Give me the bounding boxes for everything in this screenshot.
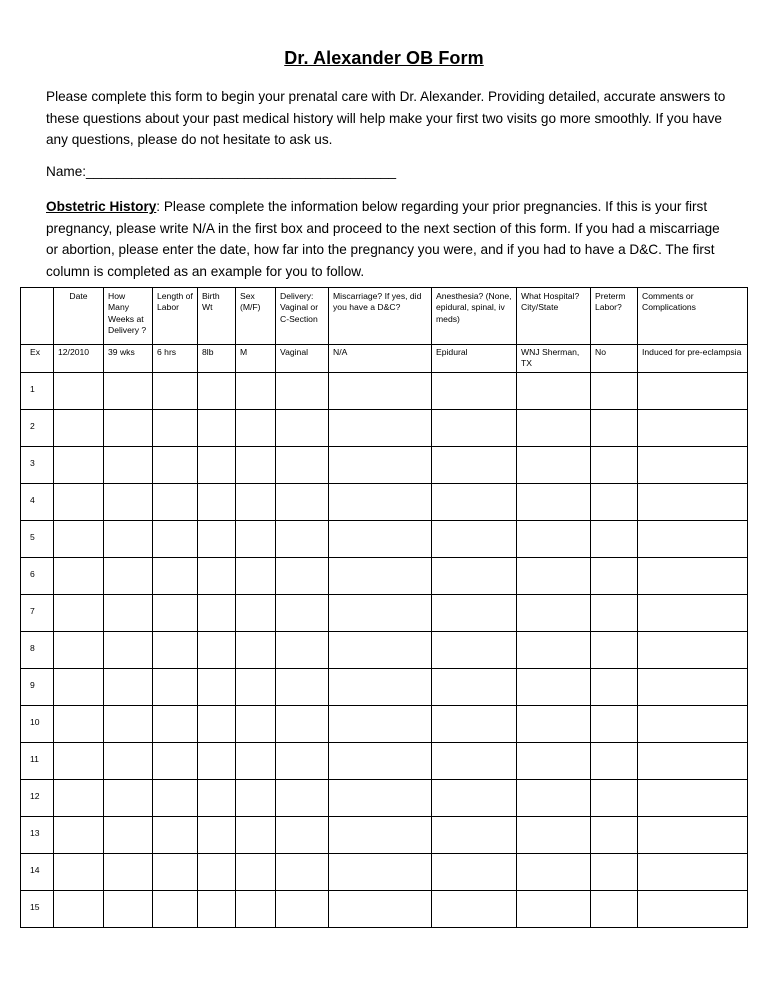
table-input-cell[interactable] bbox=[276, 706, 329, 743]
table-input-cell[interactable] bbox=[236, 632, 276, 669]
row-number: 15 bbox=[21, 891, 54, 928]
table-input-cell[interactable] bbox=[104, 817, 153, 854]
table-input-cell[interactable] bbox=[104, 743, 153, 780]
table-input-cell[interactable] bbox=[591, 410, 638, 447]
table-input-cell[interactable] bbox=[638, 373, 748, 410]
table-input-cell[interactable] bbox=[432, 558, 517, 595]
table-input-cell[interactable] bbox=[104, 521, 153, 558]
table-input-cell[interactable] bbox=[198, 558, 236, 595]
table-input-cell[interactable] bbox=[236, 521, 276, 558]
table-input-cell[interactable] bbox=[104, 447, 153, 484]
table-input-cell[interactable] bbox=[638, 706, 748, 743]
table-input-cell[interactable] bbox=[432, 817, 517, 854]
table-input-cell[interactable] bbox=[638, 817, 748, 854]
name-blank-line[interactable]: _________________________________________ bbox=[86, 164, 397, 179]
table-row bbox=[21, 817, 748, 854]
table-input-cell[interactable] bbox=[236, 780, 276, 817]
table-input-cell[interactable] bbox=[198, 484, 236, 521]
table-input-cell[interactable] bbox=[276, 854, 329, 891]
table-input-cell[interactable] bbox=[236, 743, 276, 780]
table-input-cell[interactable] bbox=[236, 891, 276, 928]
example-cell-date: 12/2010 bbox=[54, 345, 104, 373]
table-input-cell[interactable] bbox=[54, 558, 104, 595]
example-row bbox=[21, 345, 748, 373]
table-input-cell[interactable] bbox=[104, 484, 153, 521]
table-input-cell[interactable] bbox=[432, 854, 517, 891]
table-input-cell[interactable] bbox=[329, 817, 432, 854]
table-input-cell[interactable] bbox=[153, 669, 198, 706]
table-input-cell[interactable] bbox=[329, 669, 432, 706]
table-input-cell[interactable] bbox=[276, 743, 329, 780]
table-input-cell[interactable] bbox=[591, 447, 638, 484]
table-input-cell[interactable] bbox=[591, 484, 638, 521]
table-input-cell[interactable] bbox=[329, 447, 432, 484]
table-input-cell[interactable] bbox=[591, 854, 638, 891]
table-row bbox=[21, 447, 748, 484]
table-input-cell[interactable] bbox=[104, 891, 153, 928]
table-input-cell[interactable] bbox=[198, 373, 236, 410]
header-cell-preterm: Preterm Labor? bbox=[591, 288, 638, 345]
table-input-cell[interactable] bbox=[638, 595, 748, 632]
obstetric-history-heading: Obstetric History bbox=[46, 199, 157, 214]
table-input-cell[interactable] bbox=[153, 743, 198, 780]
table-input-cell[interactable] bbox=[104, 595, 153, 632]
row-number: 12 bbox=[21, 780, 54, 817]
table-row bbox=[21, 632, 748, 669]
table-row bbox=[21, 743, 748, 780]
table-input-cell[interactable] bbox=[54, 632, 104, 669]
table-input-cell[interactable] bbox=[276, 484, 329, 521]
name-label: Name: bbox=[46, 164, 87, 179]
table-input-cell[interactable] bbox=[198, 743, 236, 780]
table-input-cell[interactable] bbox=[329, 558, 432, 595]
table-input-cell[interactable] bbox=[638, 632, 748, 669]
table-input-cell[interactable] bbox=[198, 410, 236, 447]
row-number: 11 bbox=[21, 743, 54, 780]
table-input-cell[interactable] bbox=[591, 706, 638, 743]
table-input-cell[interactable] bbox=[591, 632, 638, 669]
table-input-cell[interactable] bbox=[329, 706, 432, 743]
row-number: 13 bbox=[21, 817, 54, 854]
table-input-cell[interactable] bbox=[236, 558, 276, 595]
table-input-cell[interactable] bbox=[517, 706, 591, 743]
example-cell-anesthesia: Epidural bbox=[432, 345, 517, 373]
table-input-cell[interactable] bbox=[432, 447, 517, 484]
header-cell-weeks: How Many Weeks at Delivery ? bbox=[104, 288, 153, 345]
table-row bbox=[21, 595, 748, 632]
table-input-cell[interactable] bbox=[198, 521, 236, 558]
table-input-cell[interactable] bbox=[236, 706, 276, 743]
name-field[interactable] bbox=[46, 162, 646, 182]
table-row bbox=[21, 891, 748, 928]
table-input-cell[interactable] bbox=[329, 521, 432, 558]
table-input-cell[interactable] bbox=[517, 891, 591, 928]
table-input-cell[interactable] bbox=[638, 410, 748, 447]
table-input-cell[interactable] bbox=[517, 595, 591, 632]
table-input-cell[interactable] bbox=[517, 410, 591, 447]
table-input-cell[interactable] bbox=[517, 743, 591, 780]
table-input-cell[interactable] bbox=[432, 780, 517, 817]
table-input-cell[interactable] bbox=[517, 854, 591, 891]
header-cell-sex: Sex (M/F) bbox=[236, 288, 276, 345]
table-input-cell[interactable] bbox=[153, 484, 198, 521]
table-input-cell[interactable] bbox=[236, 817, 276, 854]
table-input-cell[interactable] bbox=[104, 410, 153, 447]
table-row bbox=[21, 521, 748, 558]
row-number: 5 bbox=[21, 521, 54, 558]
header-cell-anesthesia: Anesthesia? (None, epidural, spinal, iv meds) bbox=[432, 288, 517, 345]
table-input-cell[interactable] bbox=[198, 854, 236, 891]
table-input-cell[interactable] bbox=[329, 780, 432, 817]
table-input-cell[interactable] bbox=[54, 410, 104, 447]
table-input-cell[interactable] bbox=[276, 410, 329, 447]
table-input-cell[interactable] bbox=[104, 706, 153, 743]
example-cell-labor-length: 6 hrs bbox=[153, 345, 198, 373]
row-number: 3 bbox=[21, 447, 54, 484]
obstetric-history-instructions bbox=[46, 196, 730, 283]
table-input-cell[interactable] bbox=[236, 447, 276, 484]
table-input-cell[interactable] bbox=[54, 447, 104, 484]
table-input-cell[interactable] bbox=[198, 632, 236, 669]
table-row bbox=[21, 558, 748, 595]
row-number: 14 bbox=[21, 854, 54, 891]
table-input-cell[interactable] bbox=[54, 743, 104, 780]
table-input-cell[interactable] bbox=[104, 558, 153, 595]
table-input-cell[interactable] bbox=[198, 780, 236, 817]
table-input-cell[interactable] bbox=[329, 373, 432, 410]
table-input-cell[interactable] bbox=[104, 854, 153, 891]
table-input-cell[interactable] bbox=[153, 447, 198, 484]
header-cell-labor-length: Length of Labor bbox=[153, 288, 198, 345]
header-cell-hospital: What Hospital? City/State bbox=[517, 288, 591, 345]
table-input-cell[interactable] bbox=[276, 817, 329, 854]
header-cell-delivery: Delivery: Vaginal or C-Section bbox=[276, 288, 329, 345]
table-input-cell[interactable] bbox=[517, 817, 591, 854]
table-input-cell[interactable] bbox=[329, 854, 432, 891]
row-number: 7 bbox=[21, 595, 54, 632]
table-input-cell[interactable] bbox=[198, 817, 236, 854]
table-input-cell[interactable] bbox=[517, 558, 591, 595]
table-input-cell[interactable] bbox=[153, 780, 198, 817]
table-input-cell[interactable] bbox=[432, 891, 517, 928]
example-cell-hospital: WNJ Sherman, TX bbox=[517, 345, 591, 373]
table-input-cell[interactable] bbox=[638, 669, 748, 706]
table-input-cell[interactable] bbox=[432, 743, 517, 780]
table-input-cell[interactable] bbox=[54, 669, 104, 706]
table-input-cell[interactable] bbox=[591, 558, 638, 595]
example-cell-birth-weight: 8lb bbox=[198, 345, 236, 373]
table-input-cell[interactable] bbox=[517, 373, 591, 410]
table-input-cell[interactable] bbox=[236, 669, 276, 706]
example-cell-weeks: 39 wks bbox=[104, 345, 153, 373]
table-input-cell[interactable] bbox=[638, 854, 748, 891]
table-input-cell[interactable] bbox=[236, 410, 276, 447]
table-input-cell[interactable] bbox=[329, 891, 432, 928]
header-cell-miscarriage: Miscarriage? If yes, did you have a D&C? bbox=[329, 288, 432, 345]
table-input-cell[interactable] bbox=[54, 854, 104, 891]
table-input-cell[interactable] bbox=[276, 780, 329, 817]
table-row bbox=[21, 854, 748, 891]
table-input-cell[interactable] bbox=[591, 891, 638, 928]
table-input-cell[interactable] bbox=[54, 891, 104, 928]
row-number: 6 bbox=[21, 558, 54, 595]
row-number: 1 bbox=[21, 373, 54, 410]
table-input-cell[interactable] bbox=[198, 447, 236, 484]
table-input-cell[interactable] bbox=[153, 891, 198, 928]
example-cell-miscarriage: N/A bbox=[329, 345, 432, 373]
example-cell-comments: Induced for pre-eclampsia bbox=[638, 345, 748, 373]
table-input-cell[interactable] bbox=[638, 521, 748, 558]
table-input-cell[interactable] bbox=[329, 484, 432, 521]
heading-colon: : bbox=[156, 199, 161, 214]
table-input-cell[interactable] bbox=[276, 669, 329, 706]
table-input-cell[interactable] bbox=[104, 669, 153, 706]
table-input-cell[interactable] bbox=[276, 632, 329, 669]
table-input-cell[interactable] bbox=[153, 854, 198, 891]
row-number: 9 bbox=[21, 669, 54, 706]
table-input-cell[interactable] bbox=[432, 632, 517, 669]
obstetric-history-text: Please complete the information below regarding your prior pregnancies. If this is your first pregnancy, please write N/A in the first box and proceed to the next section of this form. If you had a miscarriage or abortion, please enter the date, how far into the pregnancy you were, and if you had to have a D&C. The first column is completed as an example for you to follow. bbox=[46, 199, 720, 280]
table-input-cell[interactable] bbox=[517, 447, 591, 484]
intro-paragraph: Please complete this form to begin your prenatal care with Dr. Alexander. Providing detailed, accurate answers to these questions about your past medical history will help make your first two visits go more smoothly. If you have any questions, please do not hesitate to ask us. bbox=[46, 89, 726, 147]
table-input-cell[interactable] bbox=[591, 669, 638, 706]
table-input-cell[interactable] bbox=[591, 743, 638, 780]
table-input-cell[interactable] bbox=[276, 891, 329, 928]
table-input-cell[interactable] bbox=[432, 484, 517, 521]
table-input-cell[interactable] bbox=[329, 410, 432, 447]
table-input-cell[interactable] bbox=[104, 780, 153, 817]
table-input-cell[interactable] bbox=[153, 632, 198, 669]
table-input-cell[interactable] bbox=[54, 817, 104, 854]
header-cell-date: Date bbox=[54, 288, 104, 345]
table-row bbox=[21, 780, 748, 817]
table-input-cell[interactable] bbox=[54, 780, 104, 817]
table-input-cell[interactable] bbox=[276, 521, 329, 558]
table-input-cell[interactable] bbox=[517, 521, 591, 558]
table-input-cell[interactable] bbox=[153, 521, 198, 558]
table-input-cell[interactable] bbox=[198, 595, 236, 632]
table-input-cell[interactable] bbox=[638, 447, 748, 484]
table-input-cell[interactable] bbox=[432, 410, 517, 447]
table-input-cell[interactable] bbox=[54, 595, 104, 632]
table-input-cell[interactable] bbox=[329, 632, 432, 669]
row-number: 2 bbox=[21, 410, 54, 447]
table-input-cell[interactable] bbox=[153, 817, 198, 854]
header-cell-birth-weight: Birth Wt bbox=[198, 288, 236, 345]
table-input-cell[interactable] bbox=[591, 373, 638, 410]
table-input-cell[interactable] bbox=[638, 484, 748, 521]
table-input-cell[interactable] bbox=[198, 706, 236, 743]
table-row bbox=[21, 484, 748, 521]
example-cell-delivery: Vaginal bbox=[276, 345, 329, 373]
table-input-cell[interactable] bbox=[432, 521, 517, 558]
table-input-cell[interactable] bbox=[236, 484, 276, 521]
table-input-cell[interactable] bbox=[638, 780, 748, 817]
table-row bbox=[21, 669, 748, 706]
table-header-row bbox=[21, 288, 748, 345]
table-input-cell[interactable] bbox=[153, 410, 198, 447]
example-cell-sex: M bbox=[236, 345, 276, 373]
table-input-cell[interactable] bbox=[517, 780, 591, 817]
table-input-cell[interactable] bbox=[104, 632, 153, 669]
table-input-cell[interactable] bbox=[198, 891, 236, 928]
table-input-cell[interactable] bbox=[198, 669, 236, 706]
table-input-cell[interactable] bbox=[329, 743, 432, 780]
row-number: 8 bbox=[21, 632, 54, 669]
table-input-cell[interactable] bbox=[236, 854, 276, 891]
table-input-cell[interactable] bbox=[276, 373, 329, 410]
table-input-cell[interactable] bbox=[276, 558, 329, 595]
example-cell-label: Ex bbox=[21, 345, 54, 373]
table-input-cell[interactable] bbox=[153, 595, 198, 632]
table-input-cell[interactable] bbox=[54, 373, 104, 410]
row-number: 4 bbox=[21, 484, 54, 521]
table-input-cell[interactable] bbox=[276, 447, 329, 484]
table-input-cell[interactable] bbox=[591, 780, 638, 817]
table-input-cell[interactable] bbox=[432, 373, 517, 410]
table-row bbox=[21, 410, 748, 447]
row-number: 10 bbox=[21, 706, 54, 743]
header-cell-comments: Comments or Complications bbox=[638, 288, 748, 345]
table-input-cell[interactable] bbox=[591, 817, 638, 854]
table-input-cell[interactable] bbox=[104, 373, 153, 410]
table-input-cell[interactable] bbox=[54, 706, 104, 743]
table-input-cell[interactable] bbox=[591, 521, 638, 558]
table-input-cell[interactable] bbox=[517, 669, 591, 706]
table-row bbox=[21, 706, 748, 743]
table-input-cell[interactable] bbox=[276, 595, 329, 632]
table-input-cell[interactable] bbox=[638, 558, 748, 595]
table-input-cell[interactable] bbox=[329, 595, 432, 632]
table-input-cell[interactable] bbox=[54, 521, 104, 558]
table-input-cell[interactable] bbox=[432, 595, 517, 632]
table-input-cell[interactable] bbox=[153, 706, 198, 743]
table-input-cell[interactable] bbox=[236, 373, 276, 410]
table-input-cell[interactable] bbox=[432, 669, 517, 706]
table-input-cell[interactable] bbox=[591, 595, 638, 632]
form-title: Dr. Alexander OB Form bbox=[284, 48, 484, 68]
table-input-cell[interactable] bbox=[54, 484, 104, 521]
table-input-cell[interactable] bbox=[638, 743, 748, 780]
table-input-cell[interactable] bbox=[638, 891, 748, 928]
table-row bbox=[21, 373, 748, 410]
table-input-cell[interactable] bbox=[517, 484, 591, 521]
table-input-cell[interactable] bbox=[517, 632, 591, 669]
table-input-cell[interactable] bbox=[153, 373, 198, 410]
table-input-cell[interactable] bbox=[236, 595, 276, 632]
example-cell-preterm: No bbox=[591, 345, 638, 373]
obstetric-history-table bbox=[20, 287, 748, 928]
table-input-cell[interactable] bbox=[432, 706, 517, 743]
table-input-cell[interactable] bbox=[153, 558, 198, 595]
header-cell-blank bbox=[21, 288, 54, 345]
